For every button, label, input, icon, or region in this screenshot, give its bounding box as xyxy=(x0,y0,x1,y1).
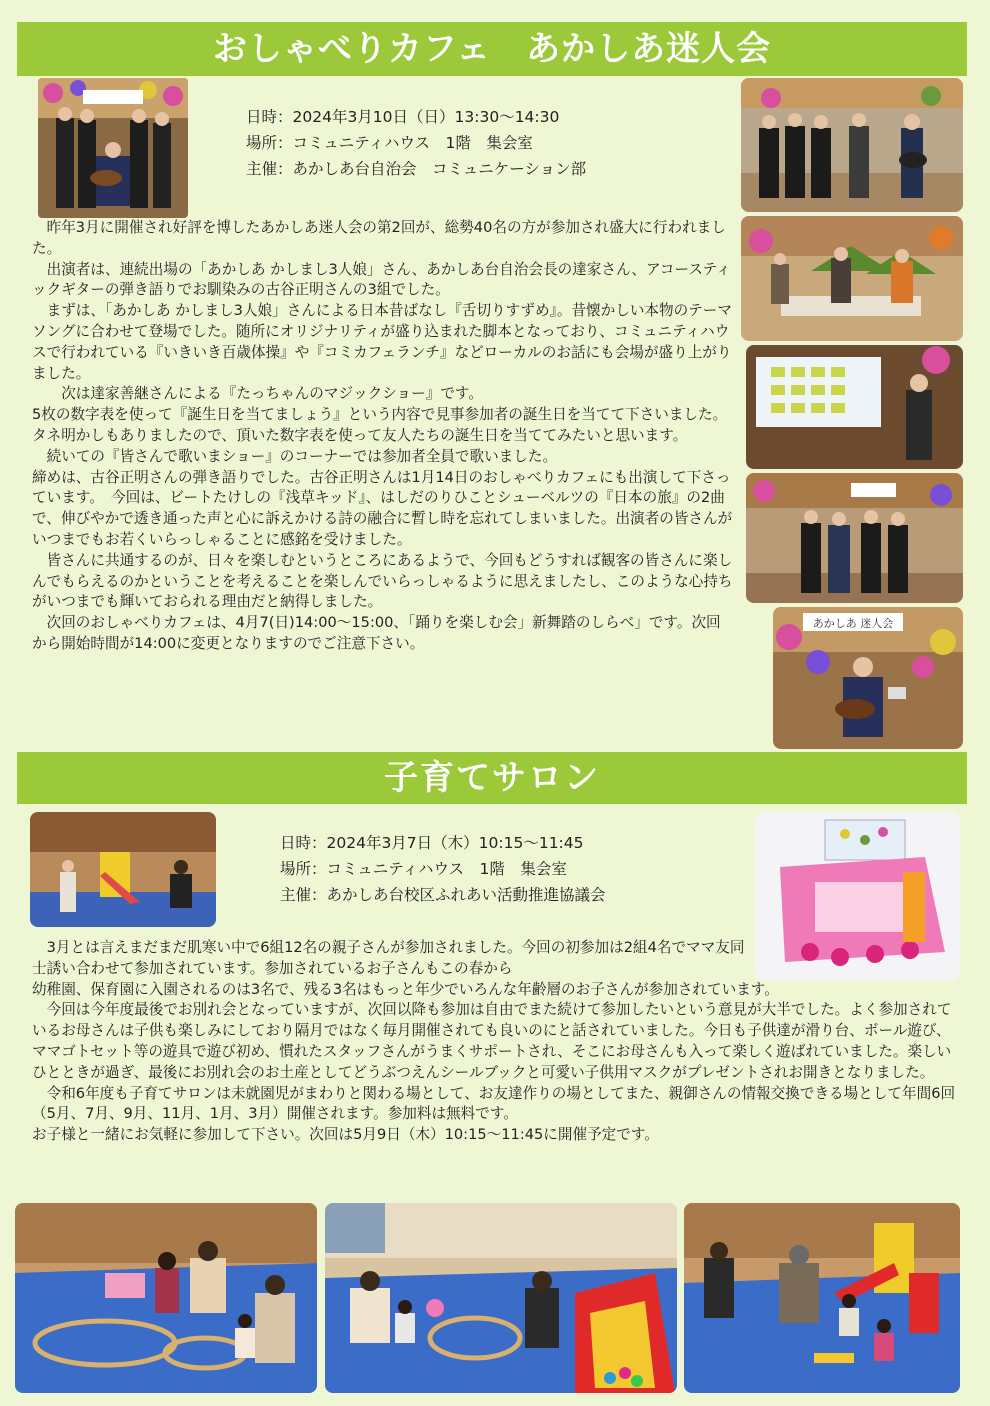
train-track-play-photo xyxy=(15,1203,317,1393)
salon-event-info xyxy=(280,830,606,908)
singalong-photo xyxy=(746,473,963,603)
cafe-paragraph: 次は達家善継さんによる『たっちゃんのマジックショー』です。 xyxy=(32,385,483,403)
salon-paragraph: 今回は今年度最後でお別れ会となっていますが、次回以降も参加は自由でまた続けて参加したいという意見が大半でした。よく参加されているお母さんは子供も楽しみにしており隔月ではなく毎月開催されても良いのにと話されていました。今日も子供達が滑り台、ボール遊び、ママゴトセット等の遊具で遊び初め、慣れたスタッフさんがうまくサポートされ、そこにお母さんも入って楽しく遊ばれていました。楽しいひとときが過ぎ、最後にお別れ会のお土産としてどうぶつえんシールブックと可愛い子供用マスクがプレゼントされお開きとなりました。 xyxy=(32,1001,952,1081)
cafe-paragraph: 出演者は、連続出場の「あかしあ かしまし3人娘」さん、あかしあ台自治会長の達家さん、アコースティックギターの弾き語りでお馴染みの古谷正明さんの3組でした。 xyxy=(32,260,731,299)
salon-playroom-photo xyxy=(30,812,216,927)
kamishibai-performance-photo xyxy=(741,216,963,341)
salon-paragraph: 幼稚園、保育園に入園されるのは3名で、残る3名はもっと年少でいろんな年齢層のお子さんが参加されています。 xyxy=(32,980,779,998)
salon-paragraph: お子様と一緒にお気軽に参加して下さい。次回は5月9日（木）10:15～11:45に開催予定です。 xyxy=(32,1126,659,1144)
performers-lineup-photo xyxy=(741,78,963,212)
cafe-paragraph: 皆さんに共通するのが、日々を楽しむというところにあるようで、今回もどうすれば観客の皆さんに楽しんでもらえるのかということを考えることを楽しんでいらっしゃるように思えましたし、このような心持ちがいつまでも輝いておられる理由だと納得しました。 xyxy=(32,551,733,611)
salon-paragraph: 3月とは言えまだまだ肌寒い中で6組12名の親子さんが参加されました。今回の初参加は2組4名でママ友同士誘い合わせて参加されています。参加されているお子さんもこの春から xyxy=(32,939,745,977)
cafe-paragraph: 昨年3月に開催され好評を博したあかしあ迷人会の第2回が、総勢40名の方が参加され盛大に行われました。 xyxy=(32,219,726,257)
cafe-event-info xyxy=(246,104,586,182)
salon-event-host: 主催：あかしあ台校区ふれあい活動推進協議会 xyxy=(280,886,606,904)
slide-play-photo xyxy=(684,1203,960,1393)
ball-pit-play-photo xyxy=(325,1203,677,1393)
cafe-paragraph: まずは、「あかしあ かしまし3人娘」さんによる日本昔ばなし『舌切りすずめ』。昔懐かしい本物のテーマソングに合わせて登場でした。随所にオリジナリティが盛り込まれた脚本となっており、コミュニティハウスで行われている『いきいき百歳体操』や『コミカフェランチ』などローカルのお話にも会場が盛り上がりました。 xyxy=(32,302,732,382)
cafe-section-title: おしゃべりカフェ あかしあ迷人会 xyxy=(17,22,967,76)
performers-group-photo xyxy=(38,78,188,218)
cafe-event-place: 場所：コミュニティハウス 1階 集会室 xyxy=(246,134,533,152)
stage-banner-text: あかしあ 迷人会 xyxy=(812,617,894,630)
magic-show-photo xyxy=(746,345,963,469)
salon-event-place: 場所：コミュニティハウス 1階 集会室 xyxy=(280,860,567,878)
guitar-performance-photo xyxy=(773,607,963,749)
cafe-paragraph: 5枚の数字表を使って『誕生日を当てましょう』という内容で見事参加者の誕生日を当てて下さいました。タネ明かしもありましたので、頂いた数字表を使って友人たちの誕生日を当ててみたいと思います。 xyxy=(32,406,728,444)
cafe-paragraph: 次回のおしゃべりカフェは、4月7(日)14:00～15:00、「踊りを楽しむ会」新舞踏のしらべ」です。次回から開始時間が14:00に変更となりますのでご注意下さい。 xyxy=(32,614,721,652)
cafe-paragraph: 締めは、古谷正明さんの弾き語りでした。古谷正明さんは1月14日のおしゃべりカフェにも出演して下さっています。 今回は、ビートたけしの『浅草キッド』、はしだのりひことシューベルツの『日本の旅』の2曲で、伸びやかで透き通った声と心に訴えかける詩の融合に暫し時を忘れてしまいました。出演者の皆さんがいつまでもお若くいらっしゃることに感銘を受けました。 xyxy=(32,468,733,548)
cafe-paragraph: 続いての『皆さんで歌いまショー』のコーナーでは参加者全員で歌いました。 xyxy=(32,447,558,465)
salon-article-body xyxy=(32,938,962,1146)
cafe-event-host: 主催：あかしあ台自治会 コミュニケーション部 xyxy=(246,160,587,178)
salon-section-title: 子育てサロン xyxy=(17,752,967,804)
salon-paragraph: 令和6年度も子育てサロンは未就園児がまわりと関わる場として、お友達作りの場としてまた、親御さんの情報交換できる場として年間6回（5月、7月、9月、11月、1月、3月）開催されます。参加料は無料です。 xyxy=(32,1084,956,1123)
cafe-event-date: 日時：2024年3月10日（日）13:30～14:30 xyxy=(246,108,560,126)
cafe-article-body xyxy=(32,218,734,655)
salon-event-date: 日時：2024年3月7日（木）10:15～11:45 xyxy=(280,834,584,852)
